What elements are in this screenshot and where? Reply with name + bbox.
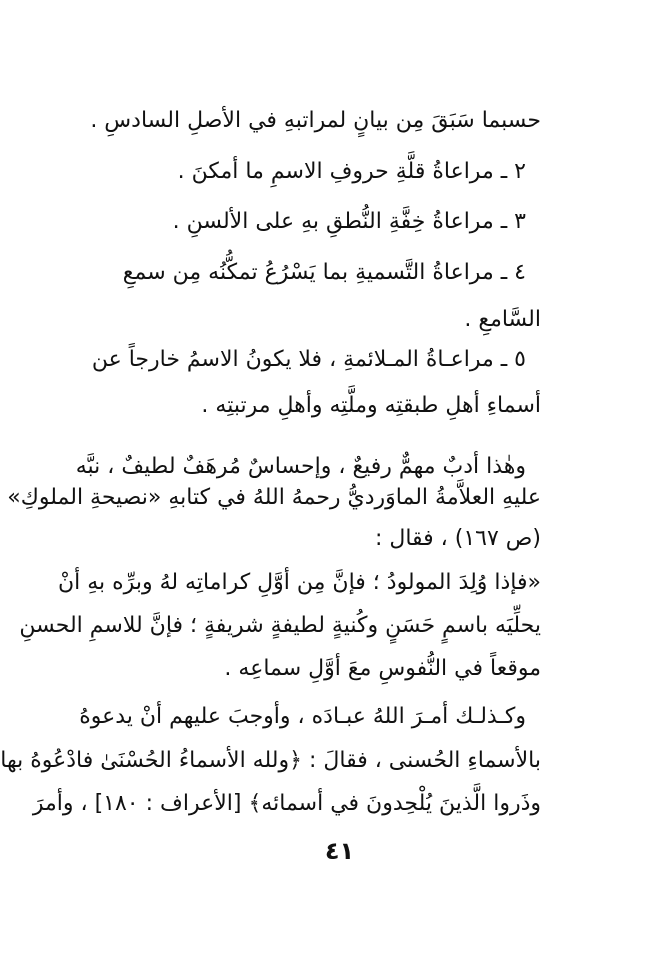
list-item-5-line-2: أسماءِ أهلِ طبقتِه وملَّتِه وأهلِ مرتبتِه . bbox=[201, 393, 541, 418]
list-item-2: ٢ ـ مراعاةُ قلَّةِ حروفِ الاسمِ ما أمكنَ . bbox=[177, 159, 526, 184]
text-line-1: حسبما سَبَقَ مِن بيانٍ لمراتبهِ في الأصلِ السادسِ . bbox=[90, 108, 541, 133]
list-item-4-line-2: السَّامعِ . bbox=[464, 307, 541, 332]
list-item-3: ٣ ـ مراعاةُ خِفَّةِ النُّطقِ بهِ على الألسنِ . bbox=[172, 209, 526, 234]
paragraph2-line-1: وكـذلـك أمـرَ اللهُ عبـادَه ، وأوجبَ عليهم أنْ يدعوهُ bbox=[79, 704, 526, 729]
list-item-4-line-1: ٤ ـ مراعاةُ التَّسميةِ بما يَسْرُعُ تمكُّنُه مِن سمعِ bbox=[122, 260, 526, 285]
page-number: ٤١ bbox=[324, 837, 355, 865]
paragraph-line-1: وهٰذا أدبٌ مهمٌّ رفيعٌ ، وإحساسٌ مُرهَفٌ لطيفٌ ، نبَّه bbox=[75, 454, 526, 479]
list-item-5-line-1: ٥ ـ مراعـاةُ المـلائمةِ ، فلا يكونُ الاسمُ خارجاً عن bbox=[91, 347, 526, 372]
paragraph2-line-3: وذَروا الَّذينَ يُلْحِدونَ في أسمائه﴾ [الأعراف : ١٨٠] ، وأمرَ bbox=[32, 791, 541, 816]
paragraph2-line-2: بالأسماءِ الحُسنى ، فقالَ : ﴿ولله الأسماءُ الحُسْنَىٰ فادْعُوهُ بها bbox=[0, 748, 541, 773]
quote-line-2: يحلِّيَه باسمٍ حَسَنٍ وكُنيةٍ لطيفةٍ شريفةٍ ؛ فإنَّ للاسمِ الحسنِ bbox=[19, 613, 541, 638]
paragraph-line-2: عليهِ العلاَّمةُ الماوَرديُّ رحمهُ اللهُ في كتابهِ «نصيحةِ الملوكِ» bbox=[7, 485, 541, 510]
quote-line-3: موقعاً في النُّفوسِ معَ أوَّلِ سماعِه . bbox=[224, 656, 541, 681]
quote-line-1: «فإذا وُلِدَ المولودُ ؛ فإنَّ مِن أوَّلِ كراماتِه لهُ وبرِّه بهِ أنْ bbox=[57, 570, 541, 595]
paragraph-line-3: (ص ١٦٧) ، فقال : bbox=[374, 526, 541, 551]
